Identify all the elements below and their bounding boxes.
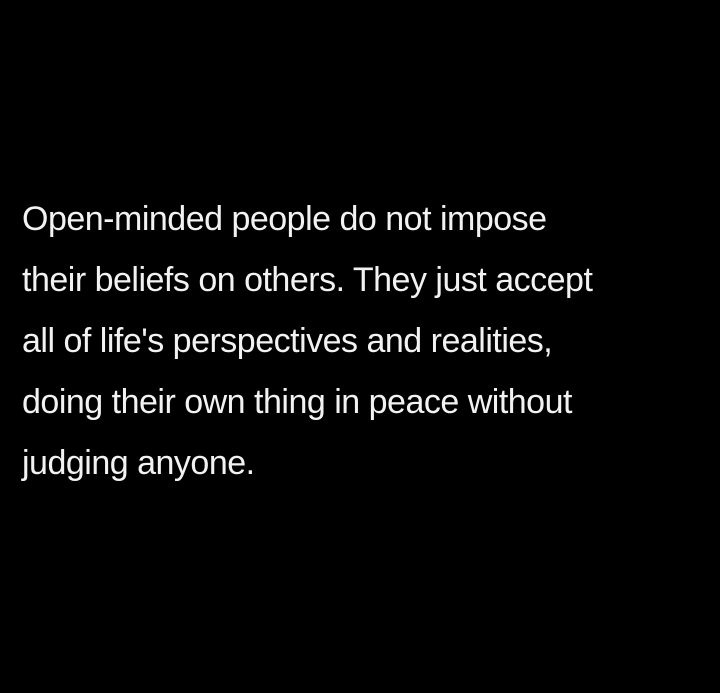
quote-line: their beliefs on others. They just accept <box>22 261 593 299</box>
quote-line: all of life's perspectives and realities, <box>22 322 553 360</box>
quote-text <box>22 189 712 494</box>
quote-line: doing their own thing in peace without <box>22 383 572 421</box>
quote-line: judging anyone. <box>22 444 255 482</box>
quote-line: Open-minded people do not impose <box>22 200 547 238</box>
